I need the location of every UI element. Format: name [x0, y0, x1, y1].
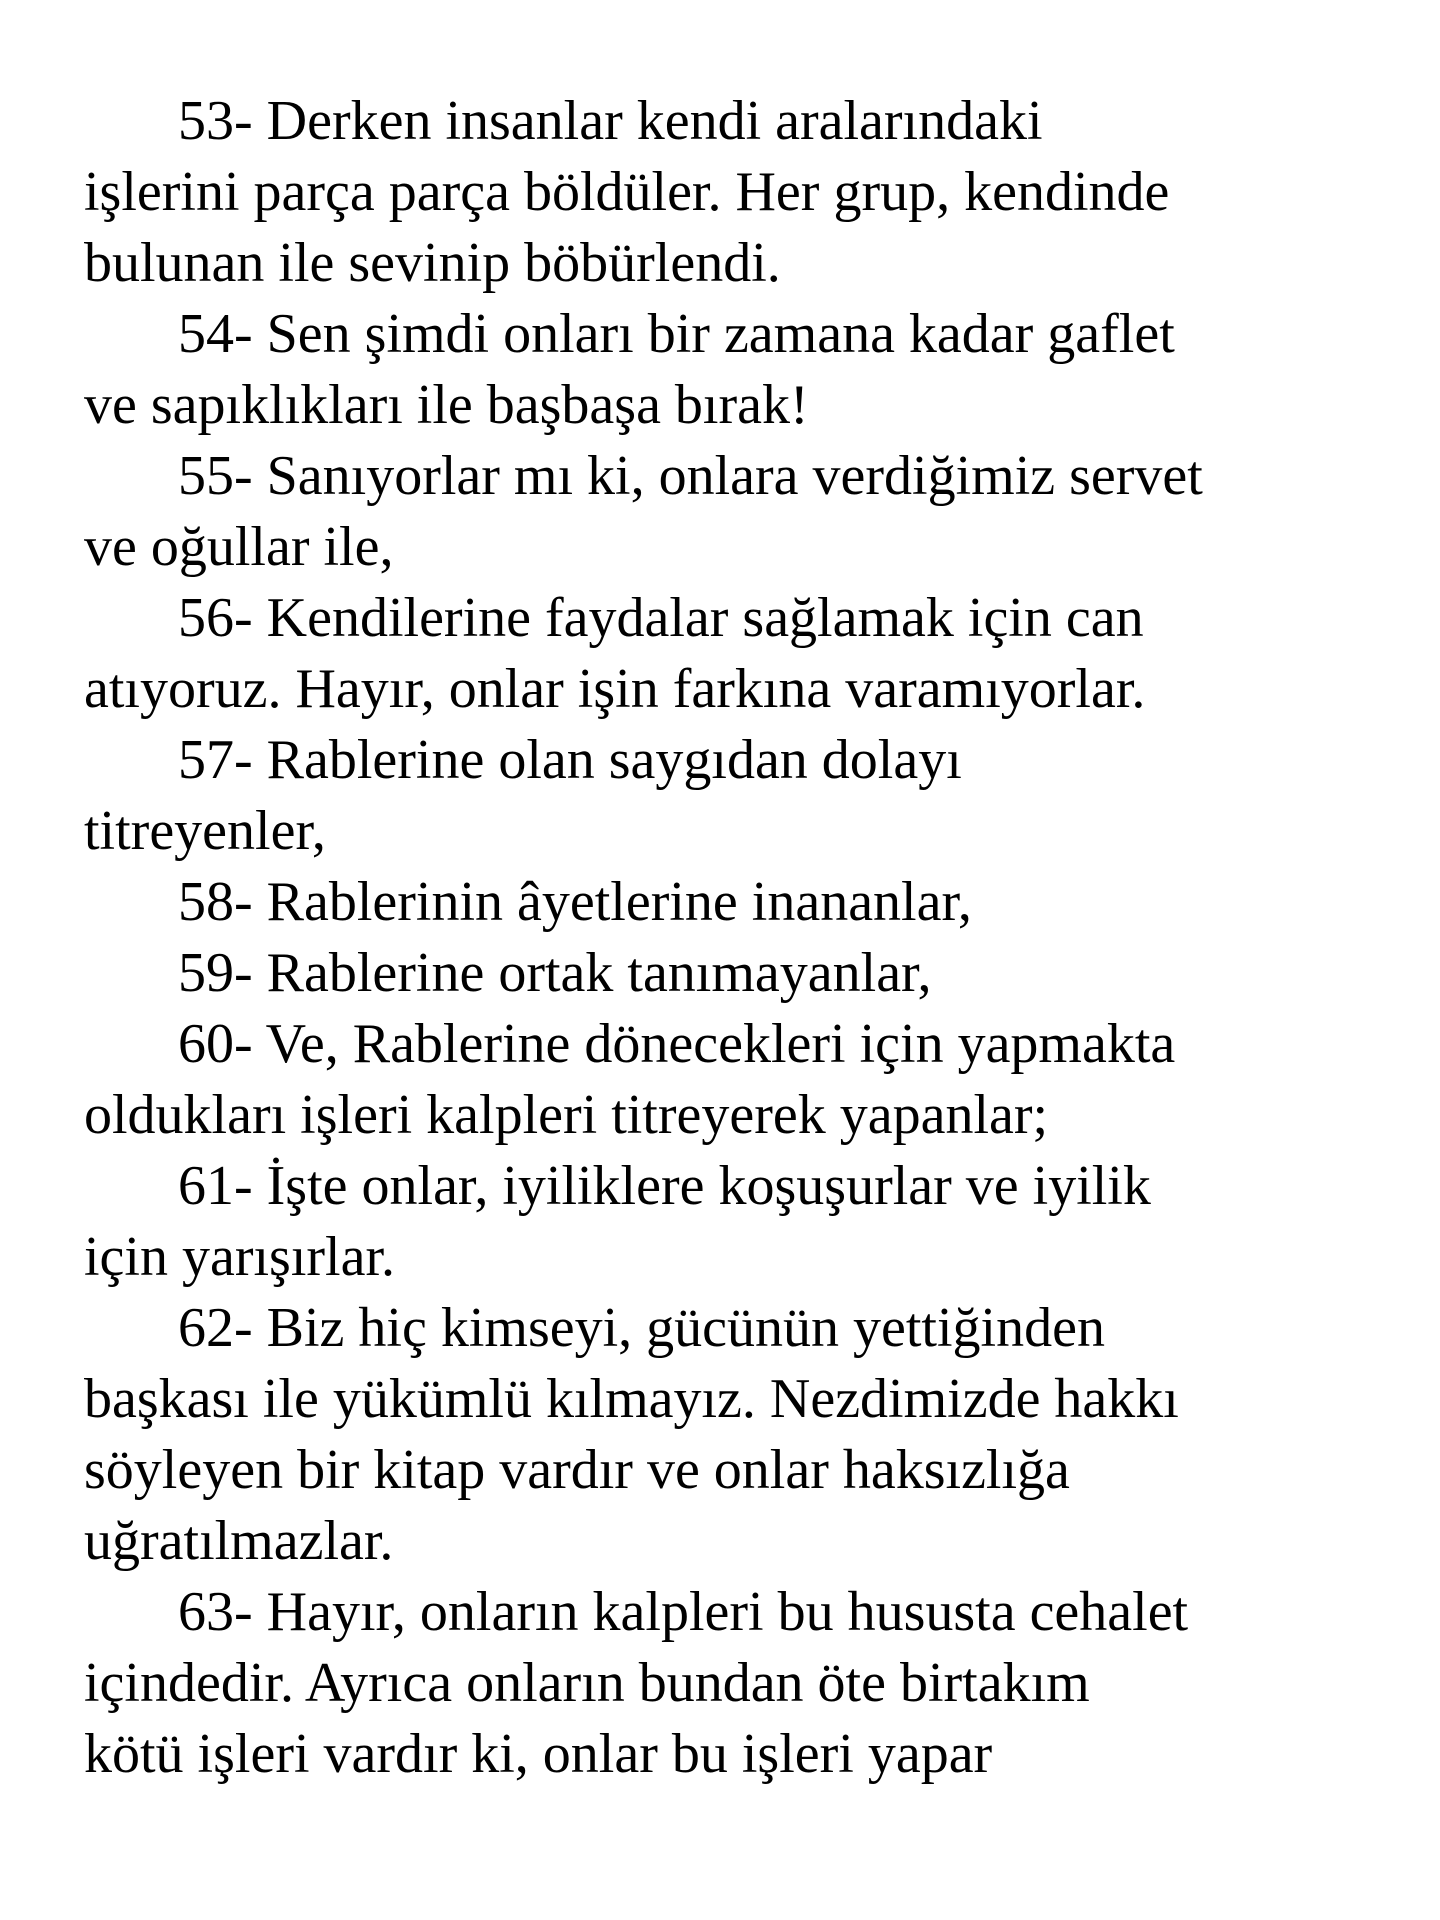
- verse-57-line-2: titreyenler,: [84, 800, 326, 862]
- verse-62-line-1: 62- Biz hiç kimseyi, gücünün yettiğinden: [178, 1297, 1105, 1359]
- verse-62-line-3: söyleyen bir kitap vardır ve onlar haksızlığa: [84, 1439, 1070, 1501]
- verse-55-line-1: 55- Sanıyorlar mı ki, onlara verdiğimiz servet: [178, 445, 1203, 507]
- verse-60-line-1: 60- Ve, Rablerine dönecekleri için yapmakta: [178, 1013, 1176, 1075]
- verse-62-line-4: uğratılmazlar.: [84, 1510, 394, 1572]
- verse-56-line-2: atıyoruz. Hayır, onlar işin farkına varamıyorlar.: [84, 658, 1146, 720]
- verse-63-line-3: kötü işleri vardır ki, onlar bu işleri yapar: [84, 1723, 993, 1785]
- verse-63-line-2: içindedir. Ayrıca onların bundan öte birtakım: [84, 1652, 1090, 1714]
- verse-58-line-1: 58- Rablerinin âyetlerine inananlar,: [178, 871, 972, 933]
- verse-56-line-1: 56- Kendilerine faydalar sağlamak için can: [178, 587, 1144, 649]
- verse-53-line-2: işlerini parça parça böldüler. Her grup, kendinde: [84, 161, 1170, 223]
- verse-53-line-1: 53- Derken insanlar kendi aralarındaki: [178, 90, 1043, 152]
- verse-text-block: [84, 86, 1384, 1790]
- verse-54-line-1: 54- Sen şimdi onları bir zamana kadar gaflet: [178, 303, 1175, 365]
- verse-54-line-2: ve sapıklıkları ile başbaşa bırak!: [84, 374, 809, 436]
- verse-53-line-3: bulunan ile sevinip böbürlendi.: [84, 232, 781, 294]
- verse-61-line-1: 61- İşte onlar, iyiliklere koşuşurlar ve iyilik: [178, 1155, 1151, 1217]
- verse-55-line-2: ve oğullar ile,: [84, 516, 394, 578]
- verse-60-line-2: oldukları işleri kalpleri titreyerek yapanlar;: [84, 1084, 1049, 1146]
- verse-61-line-2: için yarışırlar.: [84, 1226, 396, 1288]
- verse-57-line-1: 57- Rablerine olan saygıdan dolayı: [178, 729, 962, 791]
- verse-63-line-1: 63- Hayır, onların kalpleri bu hususta cehalet: [178, 1581, 1189, 1643]
- verse-62-line-2: başkası ile yükümlü kılmayız. Nezdimizde hakkı: [84, 1368, 1179, 1430]
- verse-59-line-1: 59- Rablerine ortak tanımayanlar,: [178, 942, 932, 1004]
